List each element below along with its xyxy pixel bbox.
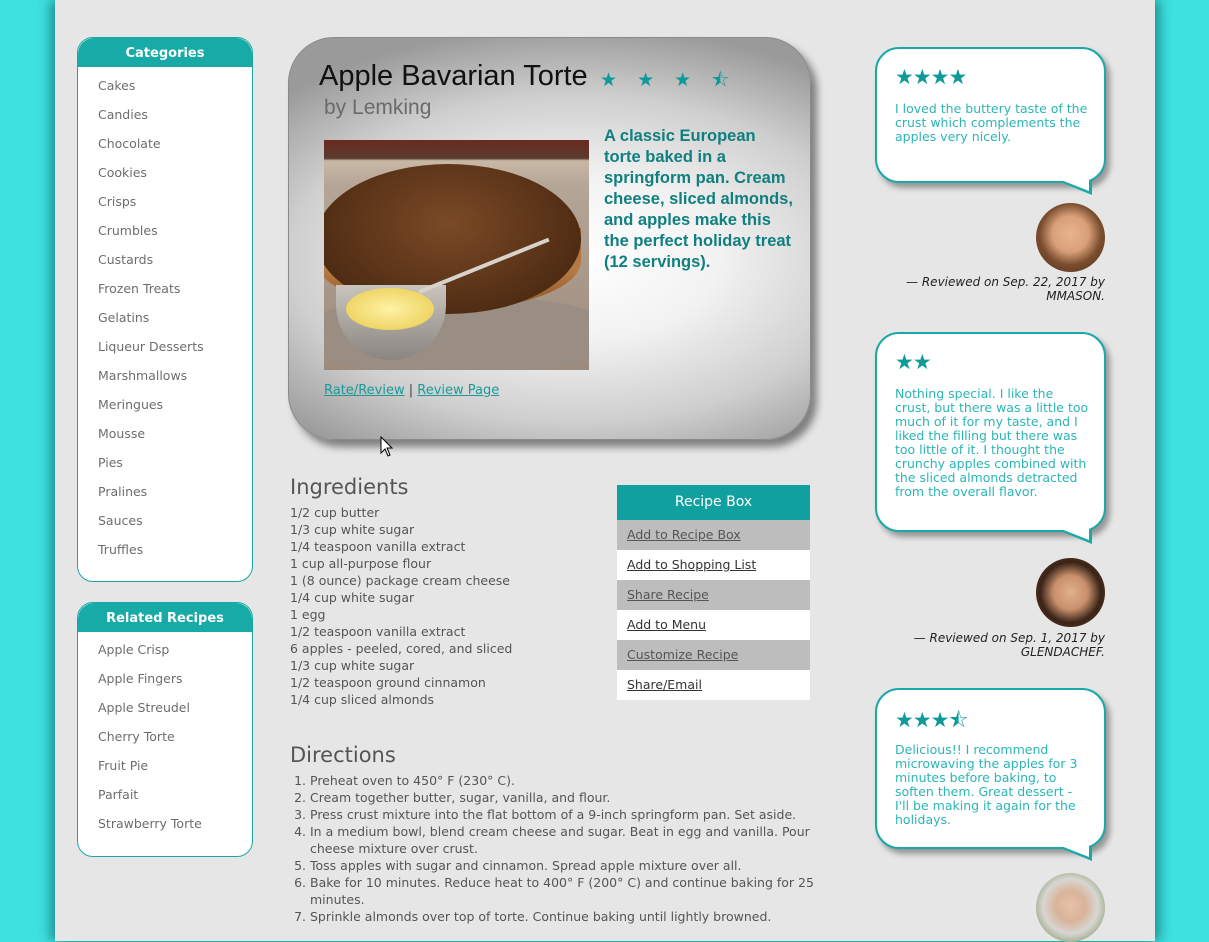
related-recipe-link[interactable]: Fruit Pie	[98, 758, 149, 773]
review-bubble	[875, 332, 1106, 532]
category-link[interactable]: Meringues	[98, 397, 164, 412]
review-text: Nothing special. I like the crust, but there was a little too much of it for my taste, and I liked the filling but there was too little of it. I thought the crunchy apples combined with the sliced almonds detracted from the overall flavor.	[895, 386, 1089, 499]
related-recipe-link[interactable]: Apple Fingers	[98, 671, 183, 686]
recipe-author: by Lemking	[324, 96, 432, 119]
ingredient-item: 1/4 teaspoon vanilla extract	[290, 539, 466, 554]
direction-step: 1. Preheat oven to 450° F (230° C).	[310, 772, 850, 789]
direction-step: 3. Press crust mixture into the flat bottom of a 9-inch springform pan. Set aside.	[310, 806, 850, 823]
review-bubble	[875, 688, 1106, 849]
recipe-title: Apple Bavarian Torte	[319, 60, 588, 92]
review-text: Delicious!! I recommend microwaving the apples for 3 minutes before baking, to soften them. Great dessert - I'll be making it again for the holidays.	[895, 742, 1078, 827]
review-stars-icon: ★★★⯪	[895, 708, 968, 732]
categories-panel	[77, 37, 253, 582]
related-recipe-link[interactable]: Cherry Torte	[98, 729, 175, 744]
share-email-link[interactable]: Share/Email	[617, 670, 810, 700]
category-link[interactable]: Pralines	[98, 484, 148, 499]
category-link[interactable]: Sauces	[98, 513, 143, 528]
category-link[interactable]: Frozen Treats	[98, 281, 181, 296]
related-recipe-link[interactable]: Strawberry Torte	[98, 816, 202, 831]
ingredient-item: 1/3 cup white sugar	[290, 522, 415, 537]
recipe-box-heading: Recipe Box	[617, 485, 810, 520]
ingredient-item: 1/4 cup sliced almonds	[290, 692, 435, 707]
review-byline: — Reviewed on Sep. 22, 2017 by MMASON.	[906, 275, 1105, 303]
share-recipe-link[interactable]: Share Recipe	[617, 580, 810, 610]
ingredient-item: 1 (8 ounce) package cream cheese	[290, 573, 510, 588]
recipe-card	[288, 37, 811, 440]
category-link[interactable]: Liqueur Desserts	[98, 339, 204, 354]
review-stars-icon: ★★★★	[895, 65, 967, 89]
directions-heading: Directions	[290, 743, 396, 767]
direction-step: 4. In a medium bowl, blend cream cheese and sugar. Beat in egg and vanilla. Pour cheese mixture over crust.	[310, 823, 850, 857]
category-link[interactable]: Cookies	[98, 165, 147, 180]
category-link[interactable]: Custards	[98, 252, 154, 267]
recipe-photo	[324, 140, 589, 370]
ingredient-item: 1/4 cup white sugar	[290, 590, 415, 605]
related-recipe-link[interactable]: Parfait	[98, 787, 139, 802]
category-link[interactable]: Crumbles	[98, 223, 158, 238]
category-link[interactable]: Truffles	[98, 542, 144, 557]
add-to-recipe-box-link[interactable]: Add to Recipe Box	[617, 520, 810, 550]
add-to-menu-link[interactable]: Add to Menu	[617, 610, 810, 640]
category-link[interactable]: Gelatins	[98, 310, 150, 325]
reviewer-avatar[interactable]	[1036, 873, 1105, 942]
ingredient-item: 1/2 teaspoon ground cinnamon	[290, 675, 486, 690]
ingredient-item: 1/2 cup butter	[290, 505, 380, 520]
category-link[interactable]: Mousse	[98, 426, 146, 441]
recipe-description: A classic European torte baked in a springform pan. Cream cheese, sliced almonds, and apples make this the perfect holiday treat (12 servings).	[604, 127, 793, 271]
directions-list	[290, 772, 850, 925]
ingredient-item: 1/2 teaspoon vanilla extract	[290, 624, 466, 639]
rate-review-link[interactable]: Rate/Review	[324, 383, 405, 398]
recipe-box-menu	[617, 485, 810, 700]
recipe-links	[324, 383, 499, 398]
category-link[interactable]: Candies	[98, 107, 148, 122]
review-text: I loved the buttery taste of the crust which complements the apples very nicely.	[895, 101, 1088, 144]
category-link[interactable]: Marshmallows	[98, 368, 188, 383]
review-byline: — Reviewed on Sep. 1, 2017 by GLENDACHEF.	[913, 631, 1105, 659]
ingredient-item: 1 egg	[290, 607, 326, 622]
customize-recipe-link[interactable]: Customize Recipe	[617, 640, 810, 670]
recipe-rating-stars-icon: ★ ★ ★ ⯪	[600, 69, 737, 91]
direction-step: 2. Cream together butter, sugar, vanilla, and flour.	[310, 789, 850, 806]
review-stars-icon: ★★	[895, 350, 931, 374]
ingredient-item: 1/3 cup white sugar	[290, 658, 415, 673]
direction-step: 7. Sprinkle almonds over top of torte. Continue baking until lightly browned.	[310, 908, 850, 925]
related-recipes-heading: Related Recipes	[78, 603, 252, 632]
categories-heading: Categories	[78, 38, 252, 67]
direction-step: 5. Toss apples with sugar and cinnamon. Spread apple mixture over all.	[310, 857, 850, 874]
category-link[interactable]: Cakes	[98, 78, 136, 93]
link-separator: |	[408, 383, 414, 398]
direction-step: 6. Bake for 10 minutes. Reduce heat to 400° F (200° C) and continue baking for 25 minutes.	[310, 874, 850, 908]
related-recipes-panel	[77, 602, 253, 857]
review-bubble	[875, 47, 1106, 183]
ingredient-item: 6 apples - peeled, cored, and sliced	[290, 641, 513, 656]
related-recipes-list	[78, 632, 252, 838]
mouse-cursor-icon	[380, 436, 394, 458]
ingredients-list	[290, 504, 512, 708]
category-link[interactable]: Pies	[98, 455, 123, 470]
category-link[interactable]: Chocolate	[98, 136, 161, 151]
related-recipe-link[interactable]: Apple Crisp	[98, 642, 170, 657]
related-recipe-link[interactable]: Apple Streudel	[98, 700, 190, 715]
reviewer-avatar[interactable]	[1036, 203, 1105, 272]
review-page-link[interactable]: Review Page	[417, 383, 500, 398]
page-container	[55, 0, 1155, 941]
categories-list	[78, 67, 252, 564]
reviewer-avatar[interactable]	[1036, 558, 1105, 627]
ingredient-item: 1 cup all-purpose flour	[290, 556, 432, 571]
ingredients-heading: Ingredients	[290, 475, 409, 499]
add-to-shopping-list-link[interactable]: Add to Shopping List	[617, 550, 810, 580]
category-link[interactable]: Crisps	[98, 194, 137, 209]
